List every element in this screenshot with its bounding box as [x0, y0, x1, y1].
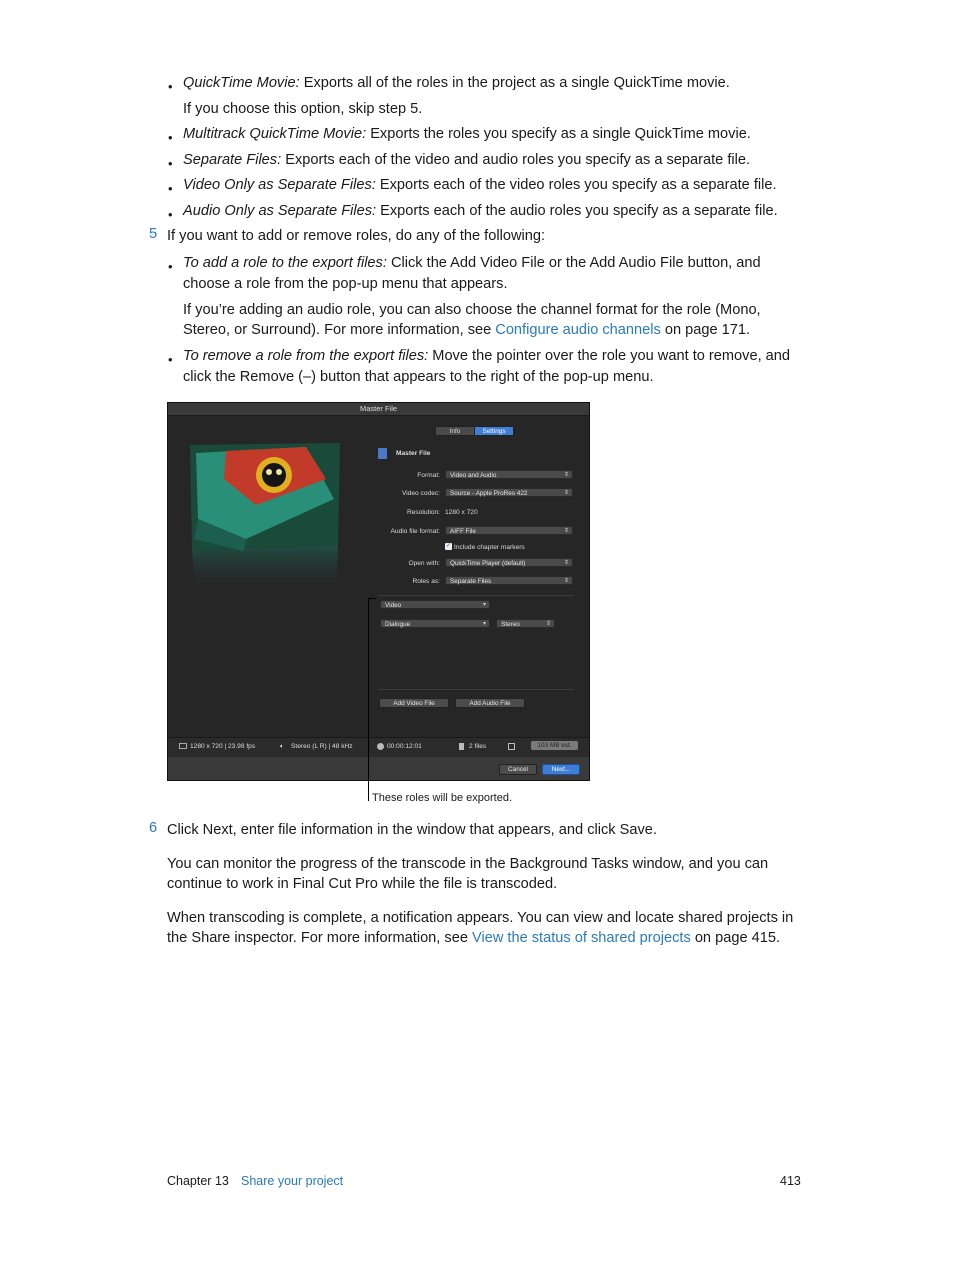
file-count: 2 files	[469, 743, 487, 750]
cancel-button[interactable]: Cancel	[499, 764, 537, 775]
codec-label: Video codec:	[401, 490, 440, 497]
bullet-term: To add a role to the export files:	[183, 255, 387, 271]
bullet-text: Exports the roles you specify as a single QuickTime movie.	[366, 126, 751, 142]
bullet-marker: •	[168, 259, 173, 274]
divider	[378, 595, 574, 596]
callout-tick	[368, 598, 376, 599]
chapter-markers-label: Include chapter markers	[454, 544, 525, 551]
role-popup-video[interactable]	[380, 600, 490, 609]
popup-value: Dialogue	[385, 621, 411, 628]
size-estimate-badge: 103 MB est.	[531, 741, 578, 750]
bullet-separate-files	[183, 150, 750, 171]
add-role-line1	[183, 253, 761, 274]
audio-format-popup[interactable]	[445, 526, 573, 535]
bullet-text: Exports each of the video and audio roles you specify as a separate file.	[281, 152, 751, 168]
format-popup[interactable]	[445, 470, 573, 479]
audio-role-para-line1: If you’re adding an audio role, you can also choose the channel format for the role (Mono,	[183, 302, 761, 318]
bullet-term: Multitrack QuickTime Movie:	[183, 126, 367, 142]
callout-line	[368, 598, 369, 801]
resolution-value: 1280 x 720	[445, 509, 478, 516]
updown-arrow-icon: ⇕	[545, 621, 551, 627]
popup-value: Video	[385, 602, 402, 609]
window-title: Master File	[168, 403, 589, 416]
remove-role-line1	[183, 346, 790, 367]
bullet-term: To remove a role from the export files:	[183, 348, 429, 364]
chevron-down-icon: ▾	[482, 621, 486, 627]
next-button[interactable]: Next...	[542, 764, 580, 775]
updown-arrow-icon: ⇕	[563, 578, 569, 584]
step-number: 6	[149, 820, 158, 836]
step-number: 5	[149, 226, 158, 242]
chevron-down-icon: ▾	[482, 602, 486, 608]
bullet-term: Separate Files:	[183, 152, 282, 168]
codec-popup[interactable]	[445, 488, 573, 497]
bullet-term: QuickTime Movie:	[183, 75, 300, 91]
page-number: 413	[780, 1174, 801, 1188]
roles-as-label: Roles as:	[412, 578, 440, 585]
popup-value: Source - Apple ProRes 422	[450, 490, 528, 497]
skip-note: If you choose this option, skip step 5.	[183, 101, 423, 117]
popup-value: QuickTime Player (default)	[450, 560, 526, 567]
updown-arrow-icon: ⇕	[563, 528, 569, 534]
monitor-para-line2: continue to work in Final Cut Pro while the file is transcoded.	[167, 876, 558, 892]
popup-value: AIFF File	[450, 528, 476, 535]
popup-value: Stereo	[501, 621, 520, 628]
audio-format-label: Audio file format:	[390, 528, 440, 535]
format-label: Format:	[417, 472, 440, 479]
remove-role-line2: click the Remove (–) button that appears to the right of the pop-up menu.	[183, 369, 654, 385]
chapter-markers-checkbox[interactable]: ✓	[445, 543, 452, 549]
bullet-text: Exports each of the audio roles you specify as a separate file.	[376, 203, 778, 219]
audio-stats: Stereo (L R) | 48 kHz	[291, 743, 353, 750]
add-role-line2: choose a role from the pop-up menu that appears.	[183, 276, 508, 292]
shared-status-link[interactable]: View the status of shared projects	[472, 930, 691, 946]
film-icon	[179, 743, 187, 749]
tab-settings[interactable]: Settings	[474, 426, 514, 436]
bullet-term: Video Only as Separate Files:	[183, 177, 376, 193]
master-file-window	[167, 402, 590, 781]
para-text: on page 415.	[690, 930, 781, 946]
speaker-icon: 🔈︎	[280, 743, 284, 750]
para-text: the Share inspector. For more information, see	[167, 930, 472, 946]
tab-info[interactable]: Info	[435, 426, 475, 436]
channel-popup-stereo[interactable]	[496, 619, 555, 628]
footer-chapter: Chapter 13	[167, 1174, 229, 1188]
footer-chapter-link[interactable]: Share your project	[241, 1174, 344, 1188]
updown-arrow-icon: ⇕	[563, 490, 569, 496]
bullet-marker: •	[168, 207, 173, 222]
popup-value: Video and Audio	[450, 472, 497, 479]
bullet-text: Exports all of the roles in the project as a single QuickTime movie.	[299, 75, 730, 91]
bullet-marker: •	[168, 352, 173, 367]
duration: 00:00:12:01	[387, 743, 422, 750]
bullet-quicktime-movie	[183, 73, 730, 94]
open-with-label: Open with:	[408, 560, 440, 567]
done-para-line1: When transcoding is complete, a notification appears. You can view and locate shared projects in	[167, 910, 794, 926]
popup-value: Separate Files	[450, 578, 492, 585]
callout-text: These roles will be exported.	[372, 792, 513, 804]
bullet-text: Click the Add Video File or the Add Audio File button, and	[386, 255, 761, 271]
bullet-text: Move the pointer over the role you want to remove, and	[428, 348, 791, 364]
resolution-label: Resolution:	[407, 509, 440, 516]
para-text: Stereo, or Surround). For more information, see	[183, 322, 496, 338]
bullet-marker: •	[168, 130, 173, 145]
file-icon	[459, 743, 464, 750]
step6-text: Click Next, enter file information in the window that appears, and click Save.	[167, 822, 657, 838]
bullet-video-only	[183, 175, 777, 196]
clock-icon	[377, 743, 384, 750]
done-para-line2	[167, 928, 780, 949]
audio-role-para-line2	[183, 320, 750, 341]
bullet-marker: •	[168, 181, 173, 196]
bullet-audio-only	[183, 201, 778, 222]
updown-arrow-icon: ⇕	[563, 472, 569, 478]
updown-arrow-icon: ⇕	[563, 560, 569, 566]
step5-text: If you want to add or remove roles, do any of the following:	[167, 228, 546, 244]
bullet-term: Audio Only as Separate Files:	[183, 203, 377, 219]
roles-as-popup[interactable]	[445, 576, 573, 585]
master-file-icon	[378, 448, 387, 459]
open-with-popup[interactable]	[445, 558, 573, 567]
monitor-para-line1: You can monitor the progress of the transcode in the Background Tasks window, and you can	[167, 856, 769, 872]
add-video-file-button[interactable]: Add Video File	[379, 698, 449, 708]
bullet-marker: •	[168, 79, 173, 94]
divider	[378, 689, 574, 690]
video-stats: 1280 x 720 | 23.98 fps	[190, 743, 256, 750]
checklist-icon	[508, 743, 515, 750]
role-popup-dialogue[interactable]	[380, 619, 490, 628]
bullet-multitrack	[183, 124, 751, 145]
add-audio-file-button[interactable]: Add Audio File	[455, 698, 525, 708]
configure-audio-link[interactable]: Configure audio channels	[495, 322, 661, 338]
preview-image	[186, 439, 346, 599]
bullet-text: Exports each of the video roles you specify as a separate file.	[375, 177, 777, 193]
para-text: on page 171.	[660, 322, 751, 338]
bullet-marker: •	[168, 156, 173, 171]
settings-heading: Master File	[396, 450, 431, 457]
